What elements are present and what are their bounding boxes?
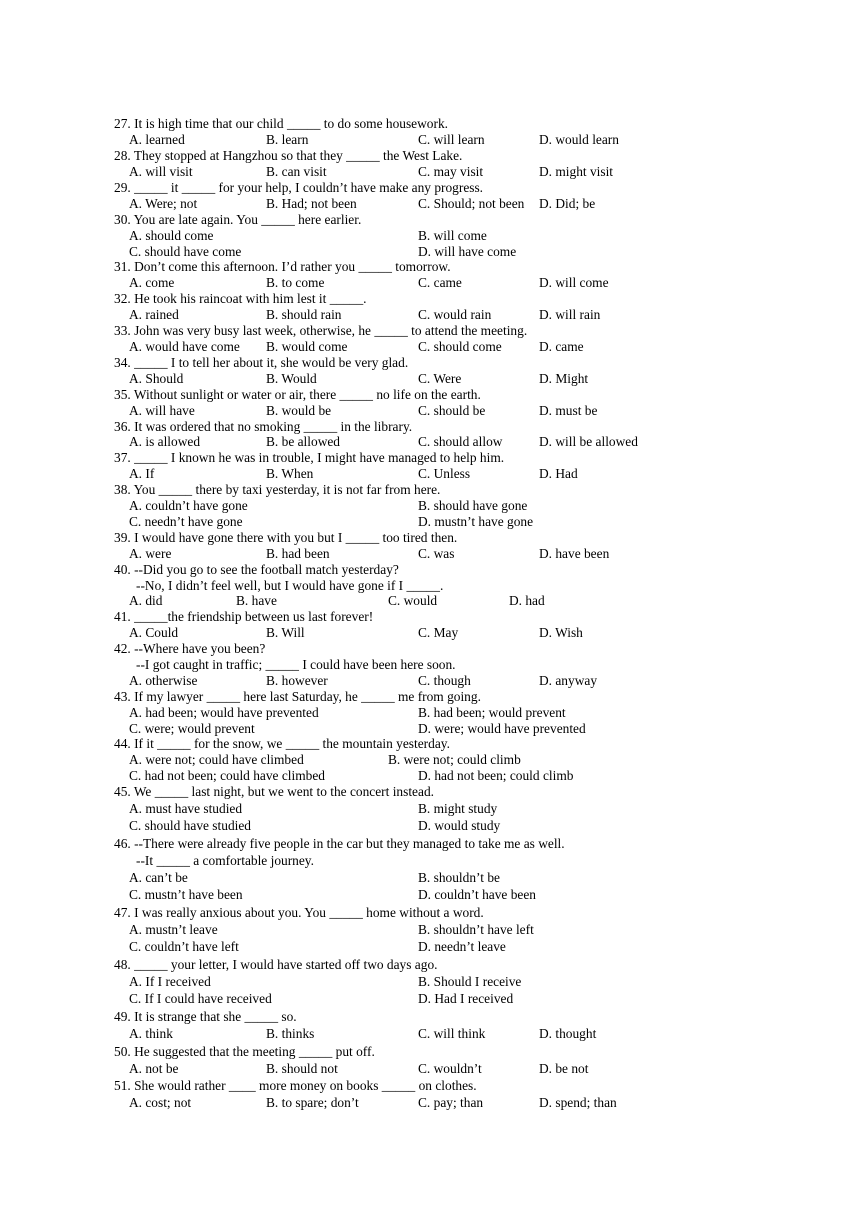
question-stem-line (0, 322, 860, 339)
option-b: B. Would (266, 371, 317, 386)
question-stem: 27. It is high time that our child _____ to do some housework. (114, 116, 448, 131)
option-b: B. should have gone (418, 498, 528, 513)
option-b: B. will come (418, 228, 487, 243)
option-a: A. did (129, 593, 163, 608)
question-stem: 39. I would have gone there with you but I _____ too tired then. (114, 530, 458, 545)
option-c: C. Unless (418, 466, 471, 481)
option-a: A. otherwise (129, 673, 198, 688)
question-stem: 47. I was really anxious about you. You _____ home without a word. (114, 905, 484, 920)
option-d: D. must be (539, 403, 598, 418)
option-b: B. had been; would prevent (418, 705, 566, 720)
question-stem: 40. --Did you go to see the football match yesterday? (114, 562, 399, 577)
option-c: C. should have come (129, 244, 242, 259)
option-a: A. Were; not (129, 196, 198, 211)
option-d: D. would study (418, 818, 501, 833)
option-b: B. to spare; don’t (266, 1095, 359, 1110)
option-a: A. mustn’t leave (129, 922, 218, 937)
option-d: D. will be allowed (539, 434, 638, 449)
options-row (0, 227, 860, 244)
option-d: D. would learn (539, 132, 619, 147)
option-b: B. learn (266, 132, 309, 147)
options-row (0, 869, 860, 886)
option-d: D. will rain (539, 307, 601, 322)
options-row (0, 465, 860, 482)
option-d: D. were; would have prevented (418, 721, 586, 736)
option-c: C. Were (418, 371, 462, 386)
option-c: C. were; would prevent (129, 721, 255, 736)
option-d: D. have been (539, 546, 610, 561)
option-a: A. were (129, 546, 172, 561)
options-row (0, 938, 860, 955)
question-stem-line (0, 852, 860, 869)
question-stem: 48. _____ your letter, I would have started off two days ago. (114, 957, 438, 972)
option-a: A. will visit (129, 164, 193, 179)
option-b: B. thinks (266, 1026, 315, 1041)
option-d: D. Had (539, 466, 578, 481)
options-row (0, 402, 860, 419)
option-c: C. should allow (418, 434, 503, 449)
options-row (0, 624, 860, 641)
options-row (0, 1094, 860, 1111)
option-b: B. should not (266, 1061, 338, 1076)
option-c: C. though (418, 673, 471, 688)
option-a: A. come (129, 275, 175, 290)
option-a: A. cost; not (129, 1095, 192, 1110)
option-a: A. Could (129, 625, 179, 640)
options-row (0, 767, 860, 784)
options-row (0, 274, 860, 291)
option-d: D. will have come (418, 244, 517, 259)
question-stem: 29. _____ it _____ for your help, I couldn’t have make any progress. (114, 180, 484, 195)
question-stem-line (0, 386, 860, 403)
option-c: C. will think (418, 1026, 486, 1041)
question-stem: 32. He took his raincoat with him lest it _____. (114, 291, 367, 306)
question-stem-line (0, 354, 860, 371)
option-d: D. thought (539, 1026, 597, 1041)
option-a: A. should come (129, 228, 214, 243)
option-a: A. not be (129, 1061, 179, 1076)
option-b: B. to come (266, 275, 325, 290)
question-stem: 51. She would rather ____ more money on books _____ on clothes. (114, 1078, 477, 1093)
options-row (0, 1060, 860, 1077)
option-d: D. had (509, 593, 545, 608)
option-b: B. Will (266, 625, 305, 640)
question-stem-line (0, 956, 860, 973)
question-stem: 45. We _____ last night, but we went to the concert instead. (114, 784, 434, 799)
options-row (0, 592, 860, 609)
option-d: D. mustn’t have gone (418, 514, 534, 529)
question-stem-line (0, 640, 860, 657)
options-row (0, 817, 860, 834)
option-a: A. is allowed (129, 434, 201, 449)
option-a: A. rained (129, 307, 179, 322)
question-stem: 38. You _____ there by taxi yesterday, it is not far from here. (114, 482, 441, 497)
options-row (0, 990, 860, 1007)
question-stem-line (0, 258, 860, 275)
question-stem-line (0, 1008, 860, 1025)
options-row (0, 921, 860, 938)
option-a: A. had been; would have prevented (129, 705, 319, 720)
option-b: B. shouldn’t be (418, 870, 500, 885)
option-c: C. Should; not been (418, 196, 525, 211)
option-a: A. If I received (129, 974, 211, 989)
question-stem-line (0, 1043, 860, 1060)
question-stem-line (0, 290, 860, 307)
question-stem-line (0, 179, 860, 196)
question-stem-line (0, 1077, 860, 1094)
options-row (0, 131, 860, 148)
question-stem-line (0, 835, 860, 852)
options-row (0, 513, 860, 530)
question-stem-continuation: --No, I didn’t feel well, but I would have gone if I _____. (136, 578, 444, 593)
option-b: B. had been (266, 546, 330, 561)
option-a: A. learned (129, 132, 185, 147)
question-stem-line (0, 735, 860, 752)
option-c: C. was (418, 546, 455, 561)
option-a: A. must have studied (129, 801, 243, 816)
question-stem: 41. _____the friendship between us last forever! (114, 609, 374, 624)
question-stem: 49. It is strange that she _____ so. (114, 1009, 297, 1024)
options-row (0, 704, 860, 721)
option-b: B. When (266, 466, 314, 481)
option-c: C. May (418, 625, 459, 640)
question-stem-line (0, 561, 860, 578)
options-row (0, 973, 860, 990)
option-d: D. needn’t leave (418, 939, 506, 954)
option-d: D. Might (539, 371, 589, 386)
options-row (0, 163, 860, 180)
options-row (0, 672, 860, 689)
question-stem: 31. Don’t come this afternoon. I’d rather you _____ tomorrow. (114, 259, 451, 274)
options-row (0, 433, 860, 450)
option-d: D. will come (539, 275, 609, 290)
option-b: B. were not; could climb (388, 752, 521, 767)
option-c: C. should come (418, 339, 502, 354)
question-stem-line (0, 656, 860, 673)
question-stem: 36. It was ordered that no smoking _____ in the library. (114, 419, 413, 434)
options-row (0, 751, 860, 768)
options-row (0, 886, 860, 903)
question-stem-line (0, 783, 860, 800)
option-d: D. be not (539, 1061, 589, 1076)
option-c: C. needn’t have gone (129, 514, 243, 529)
option-d: D. Had I received (418, 991, 514, 1006)
option-c: C. had not been; could have climbed (129, 768, 325, 783)
option-b: B. would come (266, 339, 348, 354)
option-d: D. had not been; could climb (418, 768, 574, 783)
options-row (0, 306, 860, 323)
question-stem-line (0, 211, 860, 228)
option-b: B. Should I receive (418, 974, 522, 989)
option-d: D. Wish (539, 625, 583, 640)
option-c: C. may visit (418, 164, 484, 179)
option-c: C. should be (418, 403, 486, 418)
options-row (0, 800, 860, 817)
question-stem: 50. He suggested that the meeting _____ put off. (114, 1044, 375, 1059)
question-stem: 35. Without sunlight or water or air, there _____ no life on the earth. (114, 387, 481, 402)
option-a: A. If (129, 466, 155, 481)
options-row (0, 370, 860, 387)
option-c: C. If I could have received (129, 991, 272, 1006)
option-b: B. might study (418, 801, 498, 816)
options-row (0, 338, 860, 355)
option-b: B. be allowed (266, 434, 341, 449)
question-stem-line (0, 115, 860, 132)
option-a: A. think (129, 1026, 173, 1041)
option-a: A. Should (129, 371, 184, 386)
option-c: C. mustn’t have been (129, 887, 243, 902)
option-c: C. would rain (418, 307, 492, 322)
option-d: D. anyway (539, 673, 598, 688)
question-stem-continuation: --I got caught in traffic; _____ I could have been here soon. (136, 657, 456, 672)
option-c: C. came (418, 275, 462, 290)
option-c: C. wouldn’t (418, 1061, 482, 1076)
question-stem-line (0, 529, 860, 546)
option-a: A. will have (129, 403, 195, 418)
option-b: B. can visit (266, 164, 327, 179)
option-b: B. Had; not been (266, 196, 357, 211)
option-a: A. would have come (129, 339, 240, 354)
question-stem-line (0, 147, 860, 164)
option-b: B. should rain (266, 307, 342, 322)
option-c: C. couldn’t have left (129, 939, 239, 954)
question-stem: 28. They stopped at Hangzhou so that they _____ the West Lake. (114, 148, 463, 163)
question-stem-line (0, 449, 860, 466)
option-b: B. have (236, 593, 277, 608)
question-stem: 37. _____ I known he was in trouble, I might have managed to help him. (114, 450, 505, 465)
options-row (0, 545, 860, 562)
question-stem-continuation: --It _____ a comfortable journey. (136, 853, 314, 868)
option-d: D. Did; be (539, 196, 596, 211)
option-c: C. will learn (418, 132, 485, 147)
question-stem: 46. --There were already five people in the car but they managed to take me as well. (114, 836, 565, 851)
options-row (0, 497, 860, 514)
question-stem-line (0, 688, 860, 705)
option-d: D. spend; than (539, 1095, 617, 1110)
question-stem: 44. If it _____ for the snow, we _____ the mountain yesterday. (114, 736, 450, 751)
question-stem: 34. _____ I to tell her about it, she would be very glad. (114, 355, 409, 370)
option-c: C. should have studied (129, 818, 251, 833)
option-a: A. couldn’t have gone (129, 498, 248, 513)
question-stem-line (0, 608, 860, 625)
option-c: C. pay; than (418, 1095, 484, 1110)
question-stem-line (0, 481, 860, 498)
option-d: D. came (539, 339, 584, 354)
option-d: D. couldn’t have been (418, 887, 536, 902)
question-stem: 30. You are late again. You _____ here earlier. (114, 212, 362, 227)
options-row (0, 1025, 860, 1042)
option-d: D. might visit (539, 164, 614, 179)
option-a: A. can’t be (129, 870, 188, 885)
option-b: B. shouldn’t have left (418, 922, 534, 937)
options-row (0, 195, 860, 212)
option-c: C. would (388, 593, 438, 608)
option-b: B. however (266, 673, 328, 688)
question-stem-line (0, 904, 860, 921)
option-a: A. were not; could have climbed (129, 752, 304, 767)
option-b: B. would be (266, 403, 332, 418)
question-stem: 43. If my lawyer _____ here last Saturday, he _____ me from going. (114, 689, 481, 704)
question-stem: 42. --Where have you been? (114, 641, 266, 656)
question-stem: 33. John was very busy last week, otherwise, he _____ to attend the meeting. (114, 323, 528, 338)
